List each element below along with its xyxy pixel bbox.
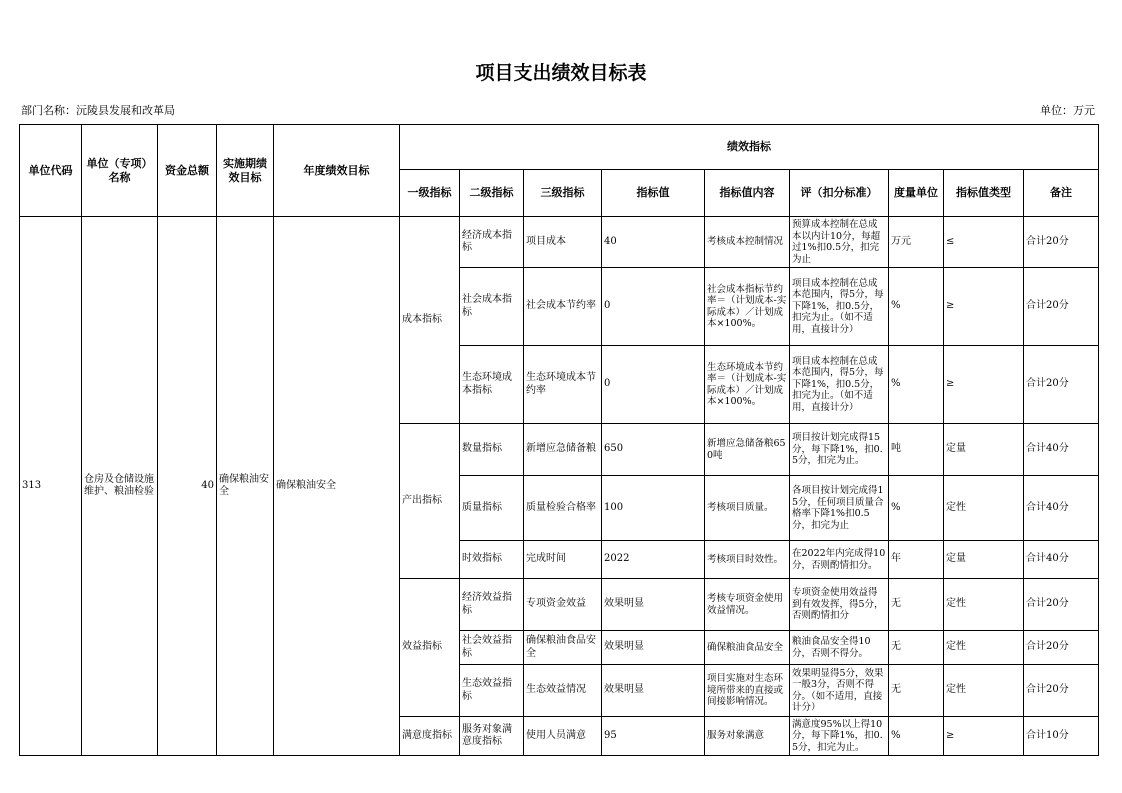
measure-unit-cell: %: [889, 476, 944, 541]
value-cell: 2022: [602, 541, 705, 579]
header-indicators: 绩效指标: [400, 125, 1099, 170]
measure-unit-cell: 无: [889, 579, 944, 631]
header-remark: 备注: [1024, 170, 1099, 217]
performance-table: [19, 124, 1099, 756]
group-cost: 成本指标: [400, 217, 460, 424]
remark-cell: 合计40分: [1024, 541, 1099, 579]
value-type-cell: ≥: [944, 346, 1024, 424]
value-cell: 100: [602, 476, 705, 541]
value-type-cell: 定性: [944, 579, 1024, 631]
unit-name-cell: 仓房及仓储设施维护、粮油检验: [82, 217, 158, 756]
measure-unit-cell: 年: [889, 541, 944, 579]
level2-cell: 社会成本指标: [460, 268, 524, 346]
header-level3: 三级指标: [524, 170, 602, 217]
remark-cell: 合计20分: [1024, 665, 1099, 717]
value-cell: 效果明显: [602, 665, 705, 717]
remark-cell: 合计20分: [1024, 346, 1099, 424]
period-goal-cell: 确保粮油安全: [217, 217, 274, 756]
content-cell: 确保粮油食品安全: [705, 631, 790, 665]
group-satisfaction: 满意度指标: [400, 717, 460, 756]
header-scoring: 评（扣分标准）: [790, 170, 889, 217]
level2-cell: 时效指标: [460, 541, 524, 579]
remark-cell: 合计20分: [1024, 217, 1099, 268]
scoring-cell: 效果明显得5分，效果一般3分，否则不得分。（如不适用，直接计分）: [790, 665, 889, 717]
value-type-cell: ≥: [944, 717, 1024, 756]
department-label: 部门名称：沅陵县发展和改革局: [21, 104, 175, 117]
level3-cell: 生态环境成本节约率: [524, 346, 602, 424]
level3-cell: 专项资金效益: [524, 579, 602, 631]
level3-cell: 确保粮油食品安全: [524, 631, 602, 665]
measure-unit-cell: %: [889, 717, 944, 756]
value-type-cell: 定性: [944, 476, 1024, 541]
header-value-content: 指标值内容: [705, 170, 790, 217]
value-type-cell: 定量: [944, 424, 1024, 476]
unit-label: 单位：万元: [1040, 104, 1095, 117]
value-cell: 40: [602, 217, 705, 268]
remark-cell: 合计40分: [1024, 476, 1099, 541]
level2-cell: 社会效益指标: [460, 631, 524, 665]
measure-unit-cell: %: [889, 268, 944, 346]
header-total-funds: 资金总额: [158, 125, 217, 217]
page-title: 项目支出绩效目标表: [475, 62, 647, 84]
header-value: 指标值: [602, 170, 705, 217]
value-cell: 效果明显: [602, 631, 705, 665]
scoring-cell: 满意度95%以上得10分，每下降1%，扣0.5分，扣完为止。: [790, 717, 889, 756]
value-type-cell: 定量: [944, 541, 1024, 579]
level3-cell: 完成时间: [524, 541, 602, 579]
content-cell: 考核项目质量。: [705, 476, 790, 541]
content-cell: 考核专项资金使用效益情况。: [705, 579, 790, 631]
remark-cell: 合计20分: [1024, 631, 1099, 665]
level3-cell: 项目成本: [524, 217, 602, 268]
measure-unit-cell: %: [889, 346, 944, 424]
measure-unit-cell: 吨: [889, 424, 944, 476]
content-cell: 服务对象满意: [705, 717, 790, 756]
level3-cell: 社会成本节约率: [524, 268, 602, 346]
header-unit-name: 单位（专项）名称: [82, 125, 158, 217]
table-row: [20, 217, 1099, 268]
level3-cell: 新增应急储备粮: [524, 424, 602, 476]
measure-unit-cell: 无: [889, 665, 944, 717]
value-type-cell: 定性: [944, 665, 1024, 717]
scoring-cell: 项目成本控制在总成本范围内，得5分，每下降1%，扣0.5分，扣完为止。（如不适用，直接计分）: [790, 346, 889, 424]
annual-goal-cell: 确保粮油安全: [274, 217, 400, 756]
scoring-cell: 各项目按计划完成得15分，任何项目质量合格率下降1%扣0.5分，扣完为止: [790, 476, 889, 541]
remark-cell: 合计10分: [1024, 717, 1099, 756]
header-period-goal: 实施期绩效目标: [217, 125, 274, 217]
scoring-cell: 项目按计划完成得15分，每下降1%，扣0.5分，扣完为止。: [790, 424, 889, 476]
level3-cell: 使用人员满意: [524, 717, 602, 756]
value-cell: 95: [602, 717, 705, 756]
level2-cell: 经济效益指标: [460, 579, 524, 631]
value-cell: 650: [602, 424, 705, 476]
value-cell: 0: [602, 268, 705, 346]
level2-cell: 生态环境成本指标: [460, 346, 524, 424]
header-annual-goal: 年度绩效目标: [274, 125, 400, 217]
header-unit-code: 单位代码: [20, 125, 82, 217]
header-value-type: 指标值类型: [944, 170, 1024, 217]
level3-cell: 质量检验合格率: [524, 476, 602, 541]
scoring-cell: 预算成本控制在总成本以内计10分，每超过1%扣0.5分，扣完为止: [790, 217, 889, 268]
content-cell: 生态环境成本节约率＝（计划成本-实际成本）／计划成本×100%。: [705, 346, 790, 424]
value-cell: 0: [602, 346, 705, 424]
unit-code-cell: 313: [20, 217, 82, 756]
group-benefit: 效益指标: [400, 579, 460, 717]
value-type-cell: ≤: [944, 217, 1024, 268]
header-level2: 二级指标: [460, 170, 524, 217]
measure-unit-cell: 无: [889, 631, 944, 665]
scoring-cell: 在2022年内完成得10分，否则酌情扣分。: [790, 541, 889, 579]
value-type-cell: 定性: [944, 631, 1024, 665]
scoring-cell: 粮油食品安全得10分，否则不得分。: [790, 631, 889, 665]
level2-cell: 服务对象满意度指标: [460, 717, 524, 756]
content-cell: 考核成本控制情况: [705, 217, 790, 268]
scoring-cell: 项目成本控制在总成本范围内，得5分，每下降1%，扣0.5分，扣完为止。（如不适用，直接计分）: [790, 268, 889, 346]
remark-cell: 合计20分: [1024, 268, 1099, 346]
group-output: 产出指标: [400, 424, 460, 579]
content-cell: 社会成本指标节约率＝（计划成本-实际成本）／计划成本×100%。: [705, 268, 790, 346]
remark-cell: 合计20分: [1024, 579, 1099, 631]
total-funds-cell: 40: [158, 217, 217, 756]
header-level1: 一级指标: [400, 170, 460, 217]
remark-cell: 合计40分: [1024, 424, 1099, 476]
value-type-cell: ≥: [944, 268, 1024, 346]
content-cell: 考核项目时效性。: [705, 541, 790, 579]
header-measure-unit: 度量单位: [889, 170, 944, 217]
level2-cell: 质量指标: [460, 476, 524, 541]
level2-cell: 经济成本指标: [460, 217, 524, 268]
level3-cell: 生态效益情况: [524, 665, 602, 717]
level2-cell: 生态效益指标: [460, 665, 524, 717]
measure-unit-cell: 万元: [889, 217, 944, 268]
scoring-cell: 专项资金使用效益得到有效发挥，得5分，否则酌情扣分: [790, 579, 889, 631]
content-cell: 项目实施对生态环境所带来的直接或间接影响情况。: [705, 665, 790, 717]
value-cell: 效果明显: [602, 579, 705, 631]
content-cell: 新增应急储备粮650吨: [705, 424, 790, 476]
level2-cell: 数量指标: [460, 424, 524, 476]
